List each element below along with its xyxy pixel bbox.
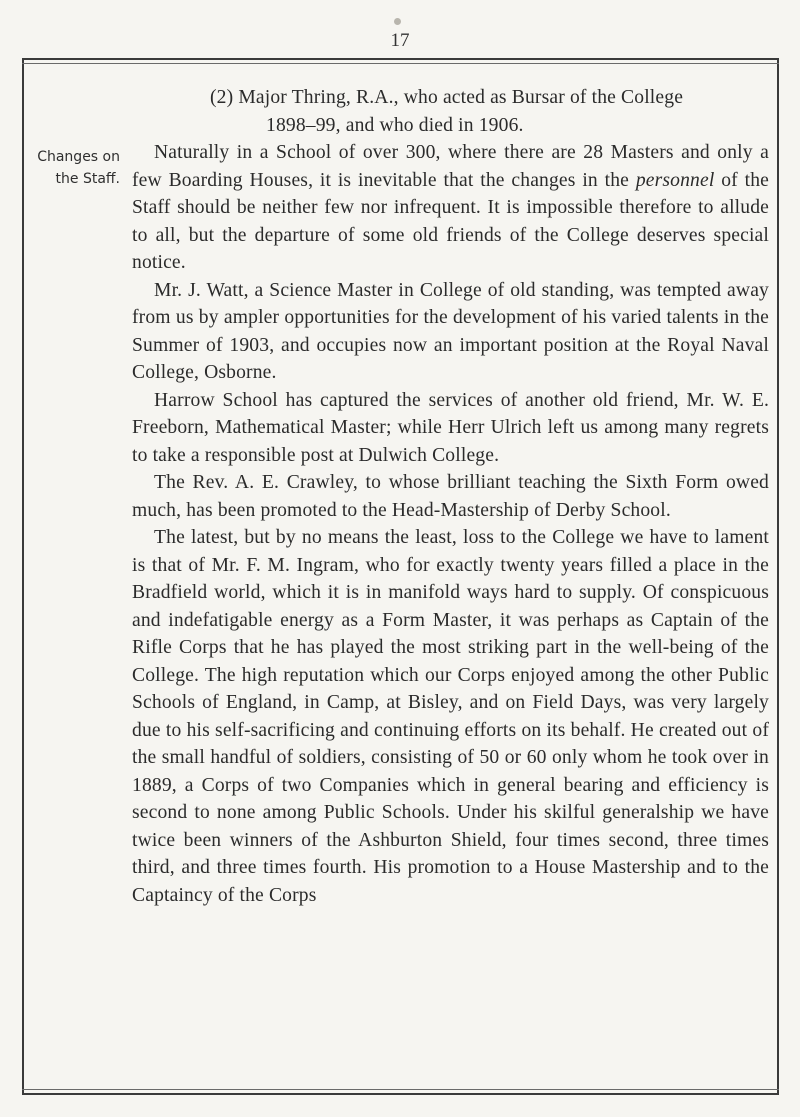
paragraph-staff-changes [132, 139, 769, 277]
page-number: 17 [390, 30, 410, 51]
paragraph-crawley: The Rev. A. E. Crawley, to whose brilliant teaching the Sixth Form owed much, has been promoted to the Head-Mastership of Derby School. [132, 472, 769, 521]
personnel-italic: personnel [635, 169, 715, 191]
ink-speck [394, 18, 401, 25]
margin-note [24, 146, 120, 190]
paragraph-freeborn: Harrow School has captured the services of another old friend, Mr. W. E. Freeborn, Mathematical Master; while Herr Ulrich left us among many regrets to take a responsible post at Dulwich College. [132, 389, 769, 466]
paragraph-watt: Mr. J. Watt, a Science Master in College of old standing, was tempted away from us by ampler opportunities for the development of his varied talents in the Summer of 1903, and occupies now an important position at the Royal Naval College, Osborne. [132, 279, 769, 383]
paragraph-thring [132, 84, 769, 139]
paragraph-thring-line-1: (2) Major Thring, R.A., who acted as Bursar of the College [210, 87, 684, 108]
paragraph-thring-line-2: 1898–99, and who died in 1906. [266, 114, 524, 136]
margin-note-line-2: the Staff. [55, 171, 120, 187]
staff-changes-text-b: of the Staff should be neither few nor infrequent. It is impossible therefore to allude to all, but the departure of some old friends of the College deserves special notice. [132, 169, 769, 273]
paragraph-ingram: The latest, but by no means the least, loss to the College we have to lament is that of Mr. F. M. Ingram, who for exactly twenty years filled a place in the Bradfield world, which it is in manifold ways hard to supply. Of conspicuous and indefatigable energy as a Form Master, it was perhaps as Captain of the Rifle Corps that he has played the most striking part in the well-being of the College. The high reputation which our Corps enjoyed among the other Public Schools of England, in Camp, at Bisley, and on Field Days, was very largely due to his self-sacrificing and continuing efforts on its behalf. He created out of the small handful of soldiers, consisting of 50 or 60 only whom he took over in 1889, a Corps of two Companies which in general bearing and efficiency is second to none among Public Schools. Under his skilful generalship we have twice been winners of the Ashburton Shield, four times second, three times third, and three times fourth. His promotion to a House Mastership and to the Captaincy of the Corps [132, 527, 769, 906]
border-inner-rule-bottom [22, 1089, 779, 1090]
body-text [132, 84, 769, 909]
border-inner-rule-top [22, 63, 779, 64]
staff-changes-text-a: Naturally in a School of over 300, where there are 28 Masters and only a few Boarding Houses, it is inevitable that the changes in the [132, 142, 769, 191]
margin-note-line-1: Changes on [37, 149, 120, 165]
